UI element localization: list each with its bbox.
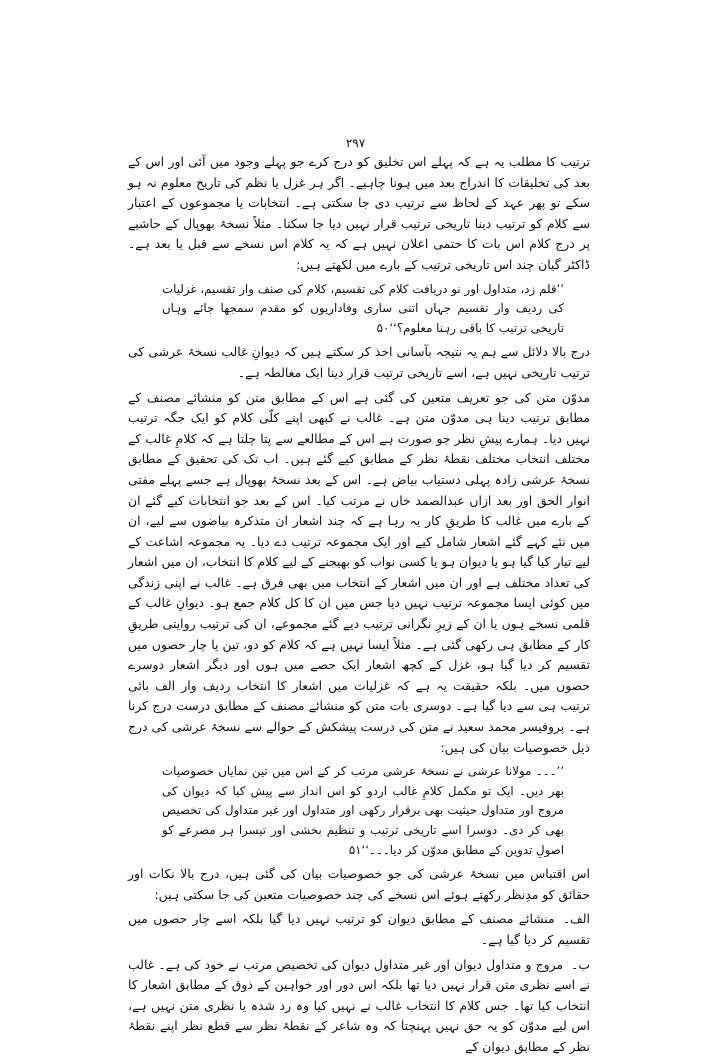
body-text	[128, 152, 590, 1058]
block-quote-muhammad-saeed: ’’۔۔۔ مولانا عرشی نے نسخۂ عرشی مرتب کر کے اس میں تین نمایاں خصوصیات بھر دیں۔ ایک تو مکمل کلامِ غالب اردو کو اس انداز سے پیش کیا کہ دیوان کی مروج اور متداول حیثیت بھی برقرار رکھی اور متداول اور غیر متداول کی تخصیص بھی کر دی۔ دوسرا اسے تاریخی ترتیب و تنظیم بخشی اور تیسرا ہر مصرعے کو اصولِ تدوین کے مطابق مدوّن کر دیا۔۔۔‘‘۵۱	[162, 764, 564, 857]
paragraph-edited-text: مدوّن متن کی جو تعریف متعین کی گئی ہے اس کے مطابق متن کو منشائے مصنف کے مطابق ترتیب دینا ہی مدوّن متن ہے۔ غالب نے کبھی اپنے کلّی کلام کو ایک جگہ ترتیب نہیں دیا۔ ہمارے پیشِ نظر جو صورت ہے اس کے مطالعے سے پتا چلتا ہے کہ کلامِ غالب کے مختلف انتخاب مختلف نقطۂ نظر کے مطابق کیے گئے ہیں۔ اب تک کی تحقیق کے مطابق نسخۂ عرشی زادہ پہلی دستیاب بیاض ہے۔ اس کے بعد نسخۂ بھوپال ہے جسے پہلے مفتی انوار الحق اور بعد ازاں عبدالصمد خاں نے مرتب کیا۔ اس کے بعد جو انتخابات کیے گئے ان کے بارے میں غالب کا طریقِ کار یہ رہا ہے کہ چند اشعار ان متذکرہ بیاضوں سے لیے، ان میں نئے کہے گئے اشعار شامل کیے اور ایک مجموعہ ترتیب دے دیا۔ یہ مجموعہ اشاعت کے لیے تیار کیا گیا ہو یا دیوان ہو یا کسی نواب کو بھیجنے کے لیے کلام کا انتخاب، ان میں اشعار کی تعداد مختلف ہے اور ان میں اشعار کے انتخاب میں بھی فرق ہے۔ غالب نے اپنی زندگی میں کوئی ایسا مجموعہ ترتیب نہیں دیا جس میں ان کا کل کلام جمع ہو۔ دیوانِ غالب کے قلمی نسخے ہوں یا ان کے زیرِ نگرانی ترتیب دیے گئے مجموعے، ان کی ترتیب روایتی طریقِ کار کے مطابق ہی رکھی گئی ہے۔ مثلاً ایسا نہیں ہے کہ کلام کو دو، تین یا چار حصوں میں تقسیم کر دیا گیا ہو، غزل کے کچھ اشعار ایک حصے میں ہوں اور دیگر اشعار دوسرے حصوں میں۔ بلکہ حقیقت یہ ہے کہ غزلیات میں اشعار کا انتخاب ردیف وار الف بائی ترتیب ہی سے دیا گیا ہے۔ دوسری بات متن کو منشائے مصنف کے مطابق درست درج کرنا ہے۔ پروفیسر محمد سعید نے متن کی درست پیشکش کے حوالے سے نسخۂ عرشی کی درج ذیل خصوصیات بیان کی ہیں:	[128, 389, 590, 755]
paragraph-conclusion: درج بالا دلائل سے ہم یہ نتیجہ بآسانی اخذ کر سکتے ہیں کہ دیوانِ غالب نسخۂ عرشی کی ترتیب تاریخی نہیں ہے، اسے تاریخی ترتیب قرار دینا ایک مغالطہ ہے۔	[128, 344, 590, 380]
list-label-alif: الف۔	[562, 911, 590, 927]
block-quote-gyan-chand: ’’قلم زد، متداول اور نو دریافت کلام کی تقسیم، کلام کی صنف وار تقسیم، غزلیات کی ردیف وار تقسیم جہاں اتنی ساری وفاداریوں کو مقدم سمجھا جائے وہاں تاریخی ترتیب کا باقی رہنا معلوم؟‘‘۵۰	[162, 281, 564, 335]
list-text-alif: منشائے مصنف کے مطابق دیوان کو ترتیب نہیں دیا گیا بلکہ اسے چار حصوں میں تقسیم کر دیا گیا ہے۔	[128, 911, 590, 947]
list-item-alif	[128, 909, 590, 950]
paragraph-features-intro: اس اقتباس میں نسخۂ عرشی کی جو خصوصیات بیان کی گئی ہیں، درج بالا نکات اور حقائق کو مدِنظر رکھتے ہوئے اس نسخے کی چند خصوصیات متعین کی جا سکتی ہیں:	[128, 866, 590, 902]
list-label-be: ب۔	[571, 956, 590, 972]
page-number: ۲۹۷	[345, 136, 366, 150]
list-item-be	[128, 955, 590, 1058]
list-text-be: مروج و متداول دیوان اور غیر متداول دیوان کی تخصیص مرتب نے خود کی ہے۔ غالب نے اسے نظری متن قرار نہیں دیا تھا بلکہ اس دور اور خواہین کے ذوق کے مطابق اشعار کا انتخاب کیا تھا۔ جس کلام کا انتخاب غالب نے نہیں کیا وہ رد شدہ یا نظری متن نہیں ہے، اس لیے مدوّن کو یہ حق نہیں پہنچتا کہ وہ شاعر کے نقطۂ نظر سے قطع نظر اپنے نقطۂ نظر کے مطابق دیوان کے	[128, 956, 590, 1054]
paragraph-chronology: ترتیب کا مطلب یہ ہے کہ پہلے اس تخلیق کو درج کرے جو پہلے وجود میں آئی اور اس کے بعد کی تخلیقات کا اندراج بعد میں ہونا چاہیے۔ اگر ہر غزل یا نظم کی تاریخ معلوم نہ ہو سکے تو پھر عہد کے لحاظ سے ترتیب دی جا سکتی ہے۔ انتخابات یا مجموعوں کے اعتبار سے کلام کو ترتیب دینا تاریخی ترتیب قرار نہیں دیا جا سکتا۔ مثلاً نسخۂ بھوپال کے حاشیے پر درج کلام اس بات کا حتمی اعلان نہیں ہے کہ یہ کلام اس نسخے سے قبل یا بعد ہے۔ ڈاکٹر گیان چند اس تاریخی ترتیب کے بارے میں لکھتے ہیں:	[128, 154, 590, 272]
